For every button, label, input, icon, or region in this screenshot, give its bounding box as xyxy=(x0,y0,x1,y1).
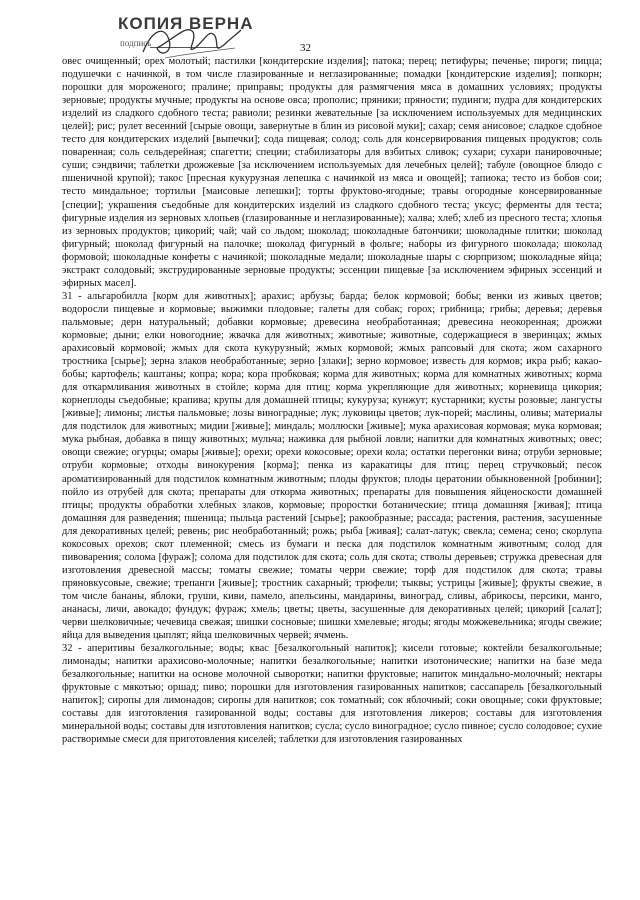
stamp-signature-caption: подпись xyxy=(120,38,152,48)
paragraph-class-30-continuation: овес очищенный; орех молотый; пастилки [кондитерские изделия]; патока; перец; петифуры; печенье; пироги; пицца; подушечки с начинкой, в том числе глазированные и неглазированные; помадки [кондитерские изделия]; попкорн; порошки для мороженого; пралине; приправы; продукты для размягчения мяса в домашних условиях; продукты зерновые; продукты мучные; продукты на основе овса; прополис; пряники; пряности; пудинги; пудра для кондитерских изделий из сладкого сдобного теста; равиоли; резинки жевательные [за исключением используемых для медицинских целей]; рис; рулет весенний [сырые овощи, завернутые в блин из рисовой муки]; сахар; семя анисовое; сладкое сдобное тесто для кондитерских изделий [выпечки]; сода пищевая; солод; соль для консервирования пищевых продуктов; соль поваренная; соль сельдерейная; спагетти; специи; стабилизаторы для взбитых сливок; сухари; сухари панировочные; суши; сэндвичи; таблетки дрожжевые [за исключением используемых для лечебных целей]; табуле (овощное блюдо с пшеничной крупой); такос [пресная кукурузная лепешка с начинкой из мяса и овощей]; тапиока; тесто из бобов сои; тесто миндальное; тортильи [маисовые лепешки]; торты фруктово-ягодные; травы огородные консервированные [специи]; украшения съедобные для кондитерских изделий из сладкого сдобного теста; уксус; ферменты для теста; фигурные изделия из зерновых хлопьев (глазированные и неглазированные); халва; хлеб; хлеб из пресного теста; хлопья из зерновых продуктов; цикорий; чай; чай со льдом; шоколад; шоколадные батончики; шоколадные плитки; шоколад фигурный; шоколад фигурный на палочке; шоколад фигурный в фольге; наборы из фигурного шоколада; шоколад формовой; шоколадные конфеты с начинкой; шоколадные медали; шоколадные шары с сюрпризом; шоколадные яйца; экстракт солодовый; экструдированные зерновые продукты; эссенции пищевые [за исключением эфирных эссенций и эфирных масел]. xyxy=(62,56,602,289)
certification-stamp-title: КОПИЯ ВЕРНА xyxy=(118,14,254,33)
paragraph-class-31: 31 - альгаробилла [корм для животных]; арахис; арбузы; барда; белок кормовой; бобы; венки из живых цветов; водоросли пищевые и кормовые; выжимки плодовые; галеты для собак; горох; грибница; грибы; деревья; деревья пальмовые; дерн натуральный; добавки кормовые; древесина необработанная; древесина неокоренная; дрожжи кормовые; дыни; елки новогодние; жвачка для животных; животные; животные, содержащиеся в зверинцах; жмых арахисовый кормовой; жмых для скота кукурузный; жмых кормовой; жмых рапсовый для скота; жом сахарного тростника [сырье]; зерна злаков необработанные; зерно [злаки]; зерно кормовое; известь для кормов; икра рыб; какао-бобы; картофель; каштаны; копра; кора; кора пробковая; корма для животных; корма для комнатных животных; корма для откармливания животных в стойле; корма для птиц; корма укрепляющие для животных; корневища цикория; корнеплоды съедобные; крапива; крупы для домашней птицы; кукуруза; кунжут; кустарники; кусты розовые; лангусты [живые]; лимоны; листья пальмовые; лозы виноградные; лук; луковицы цветов; лук-порей; маслины, оливы; материалы для подстилок для животных; мидии [живые]; миндаль; моллюски [живые]; мука арахисовая кормовая; мука кормовая; мука рыбная, добавка в пищу животных; мульча; наживка для рыбной ловли; напитки для комнатных животных; овес; овощи свежие; огурцы; омары [живые]; орехи; орехи кокосовые; орехи кола; остатки перегонки вина; отруби зерновые; отруби кормовые; отходы винокурения [корма]; пенка из каракатицы для птиц; перец стручковый; песок ароматизированный для подстилок комнатным животным; плоды фруктов; плоды цератонии обыкновенной [робинии]; пойло из отрубей для скота; препараты для откорма животных; препараты для повышения яйценоскости домашней птицы; продукты обработки хлебных злаков, кормовые; проростки ботанические; птица домашняя [живая]; птица домашняя для разведения; пшеница; пыльца растений [сырье]; ракообразные; рассада; растения, растения, засушенные для декоративных целей; ревень; рис необработанный; рожь; рыба [живая]; салат-латук; свекла; семена; сено; скорлупа кокосовых орехов; скот племенной; смесь из бумаги и песка для подстилок комнатным животным; солод для пивоварения; солома [фураж]; солома для подстилок для скота; соль для скота; стволы деревьев; стружка древесная для изготовления древесной массы; томаты свежие; томаты черри свежие; торф для подстилок для скота; травы пряновкусовые, свежие; трепанги [живые]; тростник сахарный; трюфели; тыквы; устрицы [живые]; фрукты свежие, в том числе бананы, яблоки, груши, киви, памело, апельсины, мандарины, виноград, сливы, абрикосы, персики, манго, ананасы, личи, авокадо; фундук; фураж; хмель; цветы; цветы, засушенные для декоративных целей; цикорий [салат]; черви шелковичные; чечевица свежая; шишки сосновые; шишки хмелевые; ягоды; ягоды можжевельника; ягоды свежие; яйца для выведения цыплят; яйца шелковичных червей; ячмень. xyxy=(62,290,602,642)
paragraph-class-32: 32 - аперитивы безалкогольные; воды; квас [безалкогольный напиток]; кисели готовые; коктейли безалкогольные; лимонады; напитки арахисово-молочные; напитки безалкогольные; напитки изотонические; напитки на базе меда безалкогольные; напитки на основе молочной сыворотки; напитки фруктовые; напиток миндально-молочный; нектары фруктовые с мякотью; оршад; пиво; порошки для изготовления газированных напитков; сассапарель [безалкогольный напиток]; сиропы для лимонадов; сиропы для напитков; сок томатный; сок яблочный; соки овощные; соки фруктовые; составы для изготовления газированной воды; составы для изготовления ликеров; составы для изготовления минеральной воды; составы для изготовления напитков; сусла; сусло виноградное; сусло пивное; сусло солодовое; сухие растворимые смеси для приготовления киселей; таблетки для изготовления газированных xyxy=(62,643,602,746)
page-number: 32 xyxy=(300,42,311,54)
document-body xyxy=(62,55,602,893)
